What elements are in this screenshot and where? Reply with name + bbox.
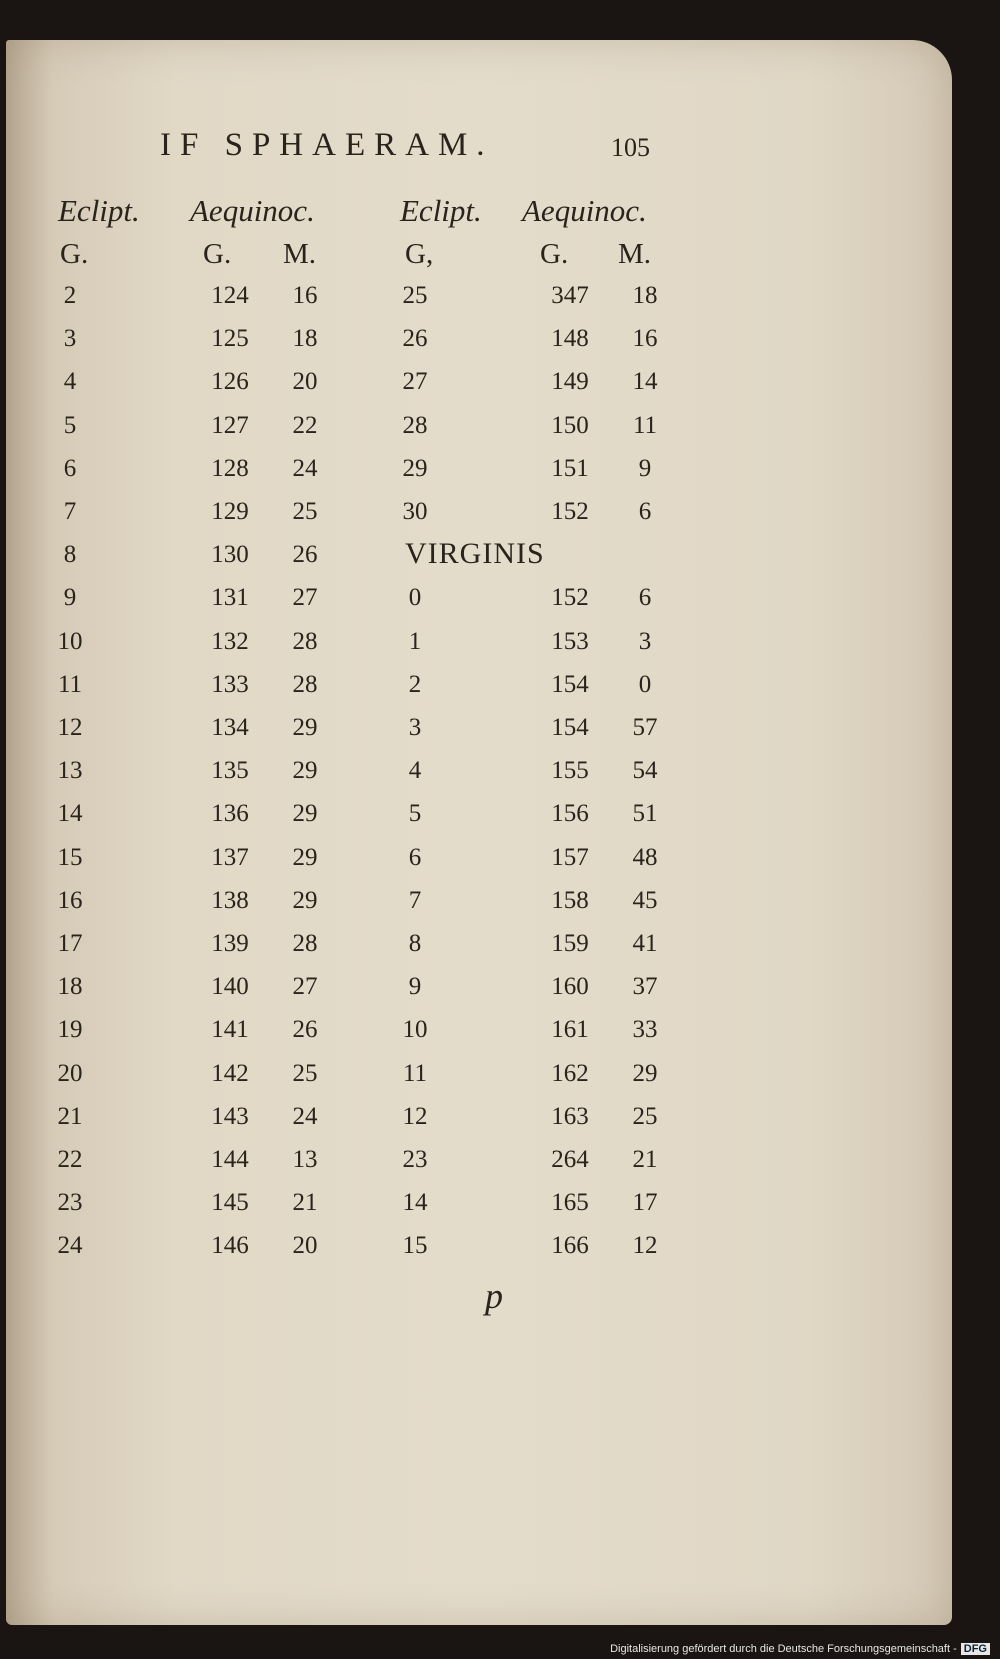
table-cell: 135 (211, 757, 249, 785)
table-cell: 0 (638, 670, 652, 698)
table-cell: 54 (632, 757, 658, 785)
table-cell: 5 (63, 411, 77, 439)
table-cell: 154 (551, 714, 589, 741)
table-cell: 128 (211, 454, 249, 482)
table-cell: 16 (632, 325, 658, 353)
table-cell: 154 (551, 670, 589, 698)
table-cell: 150 (551, 411, 589, 439)
table-cell: 57 (632, 714, 658, 741)
table-cell: 24 (292, 1102, 318, 1130)
table-cell: 12 (402, 1102, 428, 1130)
table-cell: 4 (408, 757, 422, 785)
subheader-g-1: G. (60, 238, 89, 270)
table-cell: 12 (632, 1232, 658, 1260)
table-cell: 157 (551, 843, 589, 871)
table-cell: 159 (551, 930, 589, 957)
table-cell: 21 (632, 1146, 658, 1173)
table-cell: 24 (57, 1232, 83, 1260)
table-cell: 0 (408, 584, 422, 612)
table-cell: 7 (408, 886, 422, 914)
table-cell: 152 (551, 498, 589, 525)
table-cell: 134 (211, 714, 249, 741)
table-cell: 16 (57, 886, 83, 914)
section-label-virginis: VIRGINIS (405, 537, 545, 570)
col-header-aequinoc-left: Aequinoc. (190, 193, 315, 228)
table-cell: 10 (402, 1016, 428, 1044)
table-cell: 3 (638, 627, 652, 655)
table-cell: 21 (292, 1189, 318, 1217)
table-cell: 5 (408, 800, 422, 828)
subheader-m-1: M. (283, 238, 317, 270)
table-cell: 4 (63, 368, 77, 396)
table-cell: 1 (408, 627, 422, 655)
table-cell: 29 (292, 757, 318, 785)
table-cell: 26 (402, 325, 428, 353)
digitization-footer (610, 1643, 990, 1655)
table-cell: 27 (292, 584, 318, 612)
table-cell: 18 (632, 282, 658, 309)
page-title: IF SPHAERAM. (160, 127, 494, 163)
table-cell: 7 (63, 498, 77, 525)
subheader-m-2: M. (618, 238, 652, 270)
table-cell: 8 (408, 930, 422, 957)
table-cell: 6 (408, 843, 422, 871)
table-cell: 2 (63, 282, 77, 309)
table-cell: 133 (211, 670, 249, 698)
table-cell: 13 (292, 1146, 318, 1173)
table-cell: 22 (57, 1146, 83, 1173)
table-cell: 25 (402, 282, 428, 309)
table-cell: 136 (211, 800, 249, 828)
table-cell: 12 (57, 714, 83, 741)
table-cell: 14 (57, 800, 83, 828)
table-cell: 23 (402, 1146, 428, 1173)
table-cell: 25 (292, 498, 318, 525)
table-cell: 155 (551, 757, 589, 785)
table-cell: 166 (551, 1232, 589, 1260)
table-cell: 19 (57, 1016, 83, 1044)
table-cell: 41 (632, 930, 658, 957)
table-cell: 10 (57, 627, 83, 655)
table-cell: 14 (632, 368, 658, 396)
table-cell: 28 (292, 930, 318, 957)
table-cell: 28 (292, 670, 318, 698)
table-cell: 25 (292, 1059, 318, 1087)
col-header-eclipt-right: Eclipt. (400, 193, 482, 228)
table-cell: 126 (211, 368, 249, 396)
subheader-g-2: G. (203, 238, 232, 270)
dfg-badge: DFG (961, 1643, 990, 1655)
table-cell: 29 (292, 843, 318, 871)
table-cell: 25 (632, 1102, 658, 1130)
table-cell: 130 (211, 541, 249, 569)
table-cell: 6 (63, 454, 77, 482)
col-header-aequinoc-right: Aequinoc. (522, 193, 647, 228)
table-cell: 8 (63, 541, 77, 569)
table-cell: 149 (551, 368, 589, 396)
table-cell: 9 (408, 973, 422, 1001)
table-cell: 2 (408, 670, 422, 698)
table-cell: 17 (632, 1189, 658, 1217)
table-cell: 37 (632, 973, 658, 1001)
table-cell: 160 (551, 973, 589, 1001)
table-cell: 27 (402, 368, 428, 396)
table-cell: 6 (638, 584, 652, 612)
table-cell: 13 (57, 757, 83, 785)
table-cell: 27 (292, 973, 318, 1001)
table-cell: 3 (63, 325, 77, 353)
table-cell: 51 (632, 800, 658, 828)
col-header-eclipt-left: Eclipt. (58, 193, 140, 228)
table-cell: 125 (211, 325, 249, 353)
table-cell: 6 (638, 498, 652, 525)
table-cell: 30 (402, 498, 428, 525)
table-cell: 153 (551, 627, 589, 655)
table-cell: 29 (292, 886, 318, 914)
table-cell: 26 (292, 541, 318, 569)
table-cell: 138 (211, 886, 249, 914)
table-cell: 28 (402, 411, 428, 439)
table-cell: 9 (63, 584, 77, 612)
table-cell: 143 (211, 1102, 249, 1130)
table-cell: 347 (551, 282, 589, 309)
table-cell: 127 (211, 411, 249, 439)
table-cell: 9 (638, 454, 652, 482)
table-cell: 140 (211, 973, 249, 1001)
table-cell: 158 (551, 886, 589, 914)
table-cell: 162 (551, 1059, 589, 1087)
table-cell: 148 (551, 325, 589, 353)
table-cell: 29 (632, 1059, 658, 1087)
table-cell: 26 (292, 1016, 318, 1044)
table-cell: 15 (57, 843, 83, 871)
subheader-g-3: G, (405, 238, 434, 270)
table-cell: 21 (57, 1102, 83, 1130)
table-cell: 14 (402, 1189, 428, 1217)
table-cell: 165 (551, 1189, 589, 1217)
subheader-g-4: G. (540, 238, 569, 270)
table-cell: 20 (292, 1232, 318, 1260)
table-cell: 18 (292, 325, 318, 353)
table-cell: 20 (57, 1059, 83, 1087)
signature-mark: p (485, 1276, 503, 1316)
table-cell: 156 (551, 800, 589, 828)
table-cell: 28 (292, 627, 318, 655)
table-cell: 20 (292, 368, 318, 396)
table-cell: 22 (292, 411, 318, 439)
table-cell: 131 (211, 584, 249, 612)
table-cell: 144 (211, 1146, 249, 1173)
table-cell: 132 (211, 627, 249, 655)
table-cell: 124 (211, 282, 249, 309)
table-cell: 137 (211, 843, 249, 871)
table-cell: 145 (211, 1189, 249, 1217)
table-cell: 15 (402, 1232, 428, 1260)
table-cell: 23 (57, 1189, 83, 1217)
folio-number: 105 (611, 133, 650, 162)
table-cell: 139 (211, 930, 249, 957)
table-cell: 48 (632, 843, 658, 871)
table-cell: 29 (292, 800, 318, 828)
table-cell: 151 (551, 454, 589, 482)
table-cell: 29 (292, 714, 318, 741)
table-cell: 11 (632, 411, 658, 439)
table-cell: 141 (211, 1016, 249, 1044)
table-cell: 45 (632, 886, 658, 914)
table-cell: 18 (57, 973, 83, 1001)
table-cell: 33 (632, 1016, 658, 1044)
table-cell: 16 (292, 282, 318, 309)
table-cell: 11 (402, 1059, 428, 1087)
table-cell: 152 (551, 584, 589, 612)
table-cell: 3 (408, 714, 422, 741)
table-cell: 264 (551, 1146, 589, 1173)
table-cell: 29 (402, 454, 428, 482)
table-cell: 146 (211, 1232, 249, 1260)
table-cell: 24 (292, 454, 318, 482)
table-cell: 163 (551, 1102, 589, 1130)
footer-text: Digitalisierung gefördert durch die Deutsche Forschungsgemeinschaft - (610, 1643, 957, 1655)
table-cell: 129 (211, 498, 249, 525)
table-cell: 11 (57, 670, 83, 698)
table-cell: 142 (211, 1059, 249, 1087)
table-cell: 17 (57, 930, 83, 957)
table-cell: 161 (551, 1016, 589, 1044)
